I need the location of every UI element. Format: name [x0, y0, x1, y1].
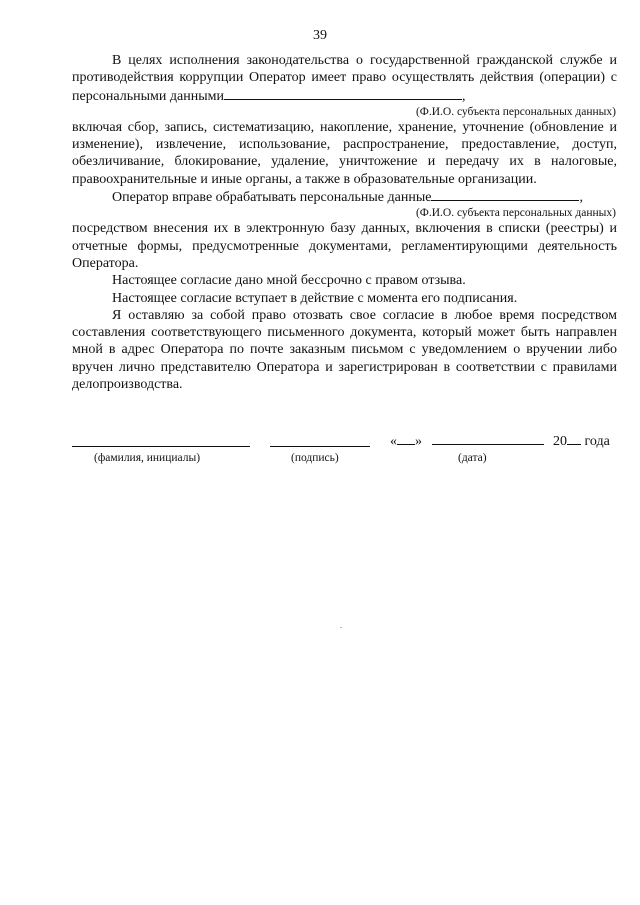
paragraph-processing-methods: посредством внесения их в электронную базу данных, включения в списки (реестры) и отчетные формы, предусмотренные документами, регламентирующими деятельность Оператора. [72, 221, 617, 271]
date-field [390, 432, 610, 450]
paragraph-operations-list: включая сбор, запись, систематизацию, накопление, хранение, уточнение (обновление и изменение), извлечение, использование, распространение, предоставление, доступ, обезличивание, блокирование, удаление, уничтожение и передачу их в налоговые, правоохранительные и иные органы, а также в образовательные организации. [72, 119, 617, 187]
paragraph-operator-rights-text: В целях исполнения законодательства о государственной гражданской службе и противодействия коррупции Оператор имеет право осуществлять действия (операции) с персональными данными [72, 53, 617, 104]
month-blank[interactable] [432, 432, 544, 445]
name-initials-line[interactable] [72, 432, 250, 447]
subject-name-caption-2: (Ф.И.О. субъекта персональных данных) [415, 207, 616, 220]
subject-name-caption: (Ф.И.О. субъекта персональных данных) [415, 105, 616, 118]
scan-speck [340, 627, 342, 628]
paragraph-consent-term: Настоящее согласие дано мной бессрочно с правом отзыва. [112, 273, 466, 289]
subject-name-blank-2[interactable] [431, 188, 579, 201]
page-number: 39 [313, 28, 327, 43]
paragraph-processing: Оператор вправе обрабатывать персональные данные , [112, 190, 583, 206]
year-blank[interactable] [567, 432, 581, 445]
year-prefix: 20 [553, 434, 567, 449]
paragraph-operator-rights: В целях исполнения законодательства о государственной гражданской службе и противодействия коррупции Оператор имеет право осуществлять действия (операции) с персональными данными , [72, 53, 617, 104]
day-blank[interactable] [397, 432, 415, 445]
date-caption: (дата) [458, 452, 487, 464]
year-suffix: года [584, 434, 610, 449]
paragraph-processing-text: Оператор вправе обрабатывать персональные данные [112, 190, 432, 206]
date-open-quote: « [390, 434, 397, 449]
paragraph-consent-effective: Настоящее согласие вступает в действие с момента его подписания. [112, 290, 518, 306]
consent-body [72, 52, 617, 393]
signature-caption: (подпись) [291, 452, 339, 464]
date-close-quote: » [415, 434, 422, 449]
signature-line[interactable] [270, 432, 370, 447]
name-initials-caption: (фамилия, инициалы) [94, 452, 201, 464]
signature-block [72, 432, 617, 472]
paragraph-revocation: Я оставляю за собой право отозвать свое согласие в любое время посредством составления соответствующего письменного документа, который может быть направлен мной в адрес Оператора по почте заказным письмом с уведомлением о вручении либо вручен лично представителю Оператора и зарегистрирован в соответствии с правилами делопроизводства. [72, 307, 617, 393]
subject-name-blank[interactable] [224, 87, 462, 100]
